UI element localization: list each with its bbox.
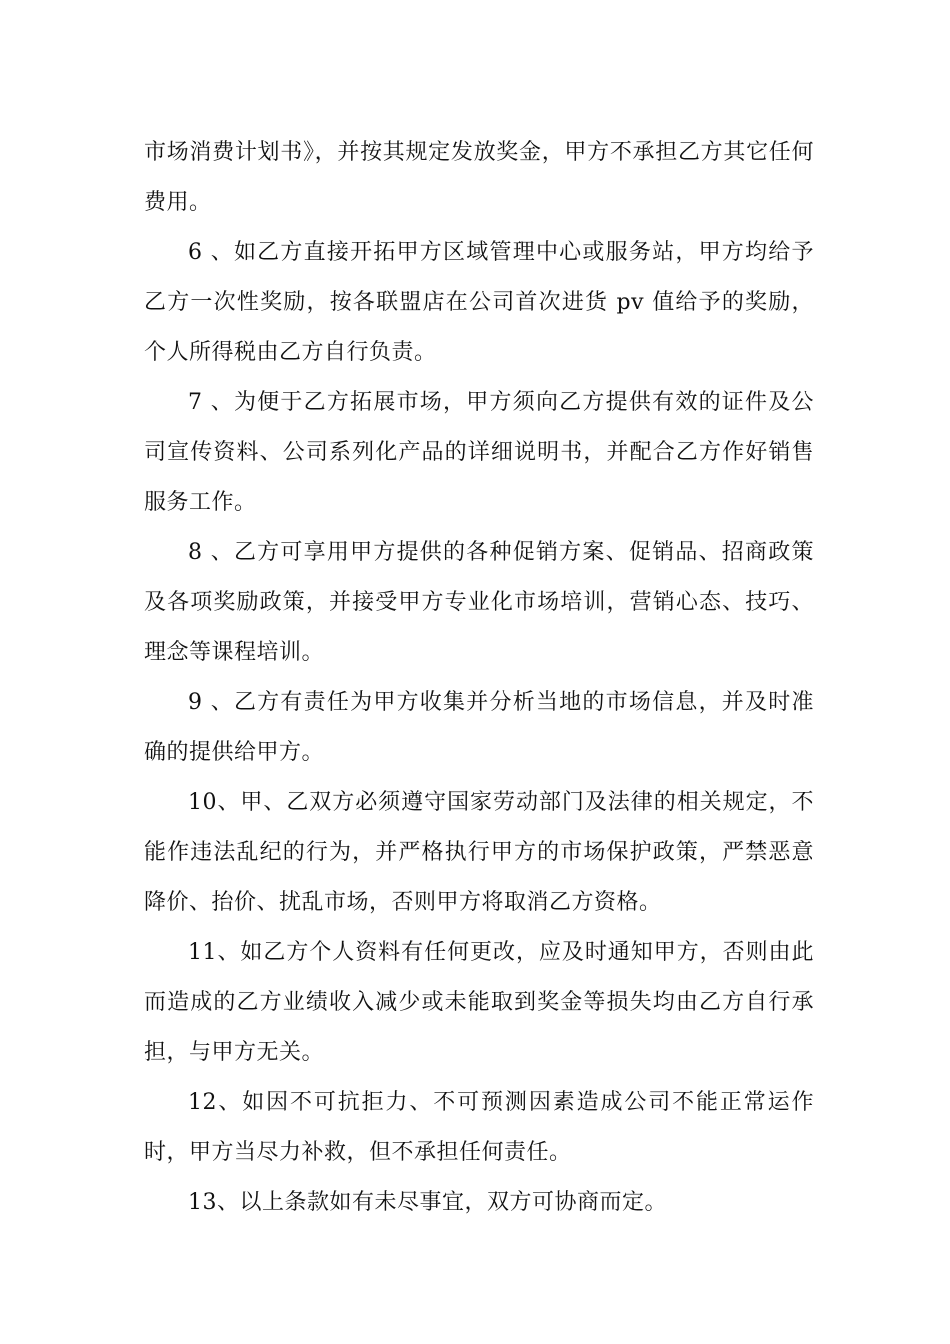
clause-9: 9 、乙方有责任为甲方收集并分析当地的市场信息，并及时准确的提供给甲方。 (144, 690, 814, 765)
clause-8: 8 、乙方可享用甲方提供的各种促销方案、促销品、招商政策及各项奖励政策，并接受甲方专业化市场培训，营销心态、技巧、理念等课程培训。 (144, 540, 814, 665)
clause-10: 10、甲、乙双方必须遵守国家劳动部门及法律的相关规定，不能作违法乱纪的行为，并严格执行甲方的市场保护政策，严禁恶意降价、抬价、扰乱市场，否则甲方将取消乙方资格。 (144, 790, 814, 915)
clause-11: 11、如乙方个人资料有任何更改，应及时通知甲方，否则由此而造成的乙方业绩收入减少或未能取到奖金等损失均由乙方自行承担，与甲方无关。 (144, 940, 814, 1065)
paragraph-continuation: 市场消费计划书》，并按其规定发放奖金，甲方不承担乙方其它任何费用。 (144, 140, 814, 215)
clause-7: 7 、为便于乙方拓展市场，甲方须向乙方提供有效的证件及公司宣传资料、公司系列化产品的详细说明书，并配合乙方作好销售服务工作。 (144, 390, 814, 515)
document-body (144, 128, 814, 1228)
clause-12: 12、如因不可抗拒力、不可预测因素造成公司不能正常运作时，甲方当尽力补救，但不承担任何责任。 (144, 1090, 814, 1165)
clause-13: 13、以上条款如有未尽事宜，双方可协商而定。 (188, 1190, 667, 1215)
clause-6: 6 、如乙方直接开拓甲方区域管理中心或服务站，甲方均给予乙方一次性奖励，按各联盟店在公司首次进货 pv 值给予的奖励，个人所得税由乙方自行负责。 (144, 240, 814, 365)
